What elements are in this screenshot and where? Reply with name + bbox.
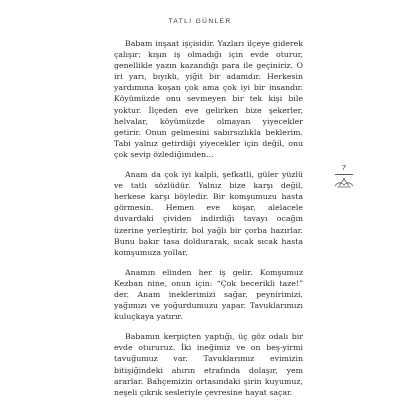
paragraph: Babam inşaat işçisidir. Yazları ilçeye giderek çalışır; kışın iş olmadığı için evde oturur, genellikle yazın kazandığı para ile geçiniriz. O iri yarı, bıyıklı, yiğit bir adamdır. Herkesin yardımına koşan çok ama çok iyi bir insandır. Köyümüzde onu sevmeyen bir tek kişi bile yoktur. İlçeden eve gelirken bize şekerler, helvalar, köyümüzde olmayan yiyecekler getirir. Onun gelmesini sabırsızlıkla beklerim. Tabi yalnız getirdiği yiyecekler için değil, onu çok sevip özlediğimden... xyxy=(114,39,303,159)
page-number-rule xyxy=(335,174,353,175)
body-text xyxy=(114,38,303,407)
running-head: TATLI GÜNLER xyxy=(168,18,232,25)
page-number: 7 xyxy=(341,163,347,172)
crown-flourish-icon xyxy=(333,177,355,189)
paragraph: Babamın kerpiçten yaptığı, üç göz odalı bir evde otururuz. İki ineğimiz ve on beş-yirmi tavuğumuz var. Tavuklarımız evimizin bitişiğindeki ahırın etrafında dolaşır, yem ararlar. Bahçemizin ortasındaki şirin kuyumuz, neşeli çıkrık sesleriyle çevresine hayat saçar. xyxy=(114,332,303,397)
paragraph: Anamın elinden her iş gelir. Komşumuz Kezban nine, onun için: “Çok becerikli taze!” der. Anam ineklerimizi sağar, peynirimizi, yağımızı ve yoğurdumuzu yapar. Tavuklarımızı kuluçkaya yatırır. xyxy=(114,267,303,322)
paragraph: Anam da çok iyi kalpli, şefkatli, güler yüzlü ve tatlı sözlüdür. Yalnız bize karşı değil, herkese karşı böyledir. Bir komşumuzu hasta görmesin. Hemen eve koşar, alelacele duvardaki çividen indirdiği tavayı ocağın üzerine yerleştirir, bol yağlı bir çorba hazırlar. Bunu bakır tasa doldurarak, sıcak sıcak hasta komşumuza yollar. xyxy=(114,170,303,257)
